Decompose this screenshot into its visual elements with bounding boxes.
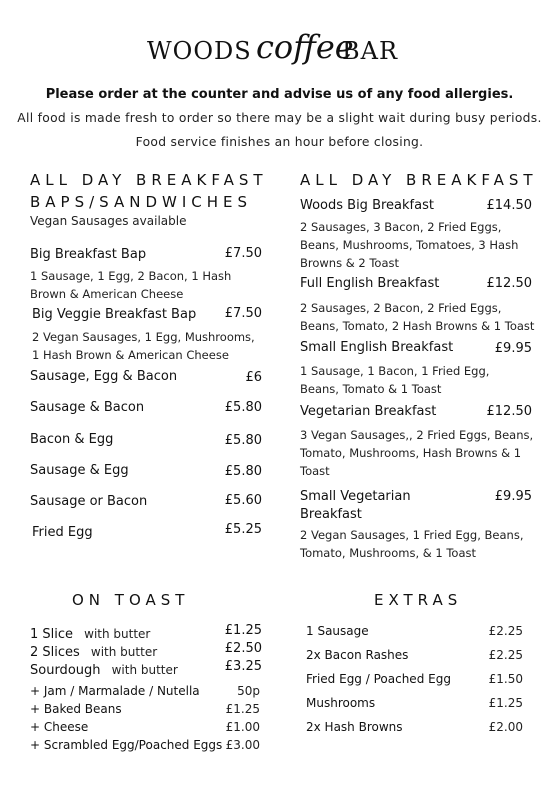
extra-price: £2.25 — [488, 648, 523, 662]
menu-item-name: Small Vegetarian Breakfast — [300, 489, 411, 522]
menu-item-desc: 2 Sausages, 2 Bacon, 2 Fried Eggs, Beans, Tomato, 2 Hash Browns & 1 Toast — [300, 301, 535, 333]
toast-item-suffix: with butter — [90, 645, 158, 659]
menu-item-name: Fried Egg — [32, 525, 93, 540]
menu-item-name: Woods Big Breakfast — [300, 198, 434, 213]
toast-row — [30, 659, 178, 678]
extra-price: £2.25 — [488, 624, 523, 638]
menu-item-desc: 1 Sausage, 1 Egg, 2 Bacon, 1 Hash Brown & American Cheese — [30, 269, 232, 301]
toast-item-price: £1.25 — [224, 623, 262, 638]
menu-item-price: £5.25 — [224, 522, 262, 537]
extra-price: £1.50 — [488, 672, 523, 686]
toast-row — [30, 641, 157, 660]
logo-woods: WOODS — [147, 37, 252, 65]
logo-coffee-script: coffee — [256, 28, 354, 66]
addon-name: + Scrambled Egg/Poached Eggs — [30, 738, 223, 752]
menu-item-price: £9.95 — [494, 489, 532, 504]
baps-title-line2: BAPS/SANDWICHES — [30, 193, 253, 211]
menu-item-desc: 1 Sausage, 1 Bacon, 1 Fried Egg, Beans, Tomato & 1 Toast — [300, 364, 490, 396]
logo-bar: BAR — [342, 37, 399, 65]
toast-item-name: 1 Slice — [30, 627, 74, 642]
menu-item-price: £6 — [245, 370, 262, 385]
extra-name: Fried Egg / Poached Egg — [306, 672, 451, 686]
extra-price: £2.00 — [488, 720, 523, 734]
toast-item-name: 2 Slices — [30, 645, 80, 660]
menu-item-name: Sausage & Bacon — [30, 400, 145, 415]
addon-name: + Cheese — [30, 720, 89, 734]
service-notice: Food service finishes an hour before closing. — [135, 135, 424, 149]
menu-item-price: £5.80 — [224, 400, 262, 415]
toast-item-suffix: with butter — [111, 663, 178, 677]
extra-name: 1 Sausage — [306, 624, 369, 638]
menu-item-price: £5.80 — [224, 433, 262, 448]
menu-item-price: £14.50 — [486, 198, 532, 213]
baps-title-line1: ALL DAY BREAKFAST — [30, 171, 268, 189]
toast-item-price: £3.25 — [224, 659, 262, 674]
menu-item-name: Sausage or Bacon — [30, 494, 148, 509]
vegan-note: Vegan Sausages available — [30, 214, 187, 228]
menu-item-price: £12.50 — [486, 404, 532, 419]
menu-item-name: Big Veggie Breakfast Bap — [32, 307, 197, 322]
toast-item-suffix: with butter — [84, 627, 151, 641]
extra-name: 2x Bacon Rashes — [306, 648, 409, 662]
menu-item-price: £7.50 — [224, 246, 262, 261]
addon-price: £1.00 — [225, 720, 260, 734]
menu-item-price: £9.95 — [494, 341, 532, 356]
addon-price: £3.00 — [225, 738, 260, 752]
extras-title: EXTRAS — [374, 591, 463, 609]
menu-item-price: £5.60 — [224, 493, 262, 508]
menu-item-desc: 2 Vegan Sausages, 1 Egg, Mushrooms, 1 Hash Brown & American Cheese — [32, 330, 255, 362]
toast-title: ON TOAST — [72, 591, 190, 609]
menu-item-price: £7.50 — [224, 306, 262, 321]
extra-name: 2x Hash Browns — [306, 720, 403, 734]
breakfast-title: ALL DAY BREAKFAST — [300, 171, 538, 189]
menu-item-desc: 3 Vegan Sausages,, 2 Fried Eggs, Beans, Tomato, Mushrooms, Hash Browns & 1 Toast — [300, 428, 534, 478]
toast-row — [30, 623, 150, 642]
menu-item-name: Small English Breakfast — [300, 340, 454, 355]
menu-item-name: Sausage, Egg & Bacon — [30, 369, 178, 384]
allergy-notice: Please order at the counter and advise us of any food allergies. — [45, 87, 514, 102]
toast-item-price: £2.50 — [224, 641, 262, 656]
menu-item-name: Full English Breakfast — [300, 276, 440, 291]
extra-name: Mushrooms — [306, 696, 376, 710]
menu-item-desc: 2 Vegan Sausages, 1 Fried Egg, Beans, Tomato, Mushrooms, & 1 Toast — [300, 528, 524, 560]
menu-item-name: Vegetarian Breakfast — [300, 404, 437, 419]
addon-price: 50p — [237, 684, 260, 698]
extra-price: £1.25 — [488, 696, 523, 710]
addon-name: + Jam / Marmalade / Nutella — [30, 684, 200, 698]
menu-item-name: Bacon & Egg — [30, 432, 114, 447]
menu-item-desc: 2 Sausages, 3 Bacon, 2 Fried Eggs, Beans, Mushrooms, Tomatoes, 3 Hash Browns & 2 Toast — [300, 220, 519, 270]
fresh-notice: All food is made fresh to order so there may be a slight wait during busy periods. — [17, 111, 542, 125]
menu-item-name: Sausage & Egg — [30, 463, 129, 478]
menu-item-price: £5.80 — [224, 464, 262, 479]
menu-item-name: Big Breakfast Bap — [30, 247, 147, 262]
addon-name: + Baked Beans — [30, 702, 122, 716]
menu-item-price: £12.50 — [486, 276, 532, 291]
toast-item-name: Sourdough — [30, 663, 101, 678]
addon-price: £1.25 — [225, 702, 260, 716]
